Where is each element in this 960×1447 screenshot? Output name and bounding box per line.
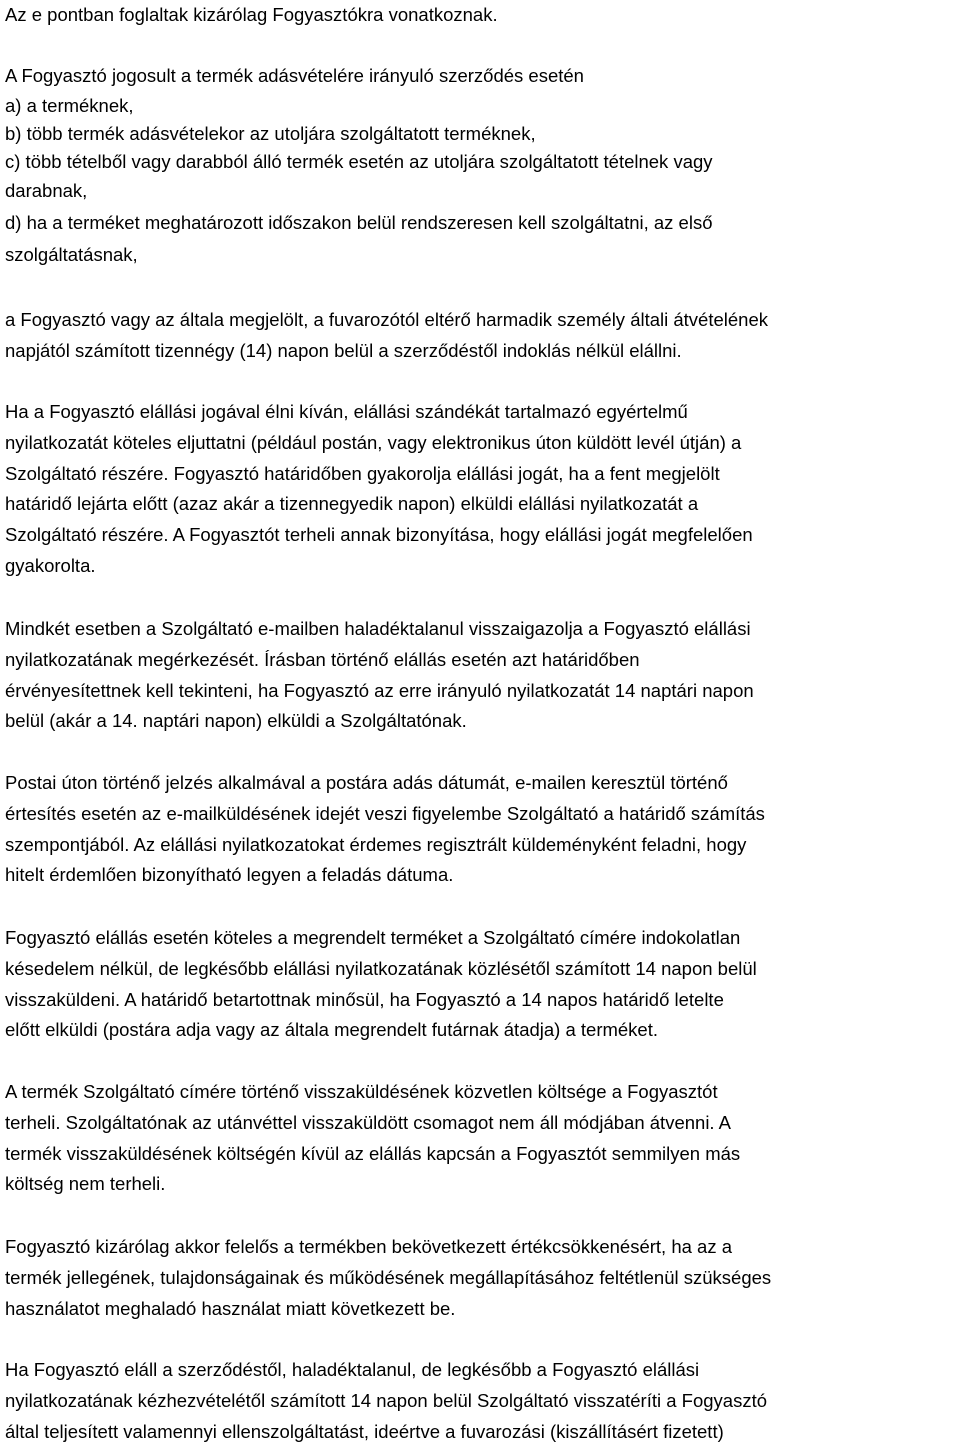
paragraph-line: szempontjából. Az elállási nyilatkozatokat érdemes regisztrált küldeményként feladni, hogy — [5, 833, 747, 855]
intro-line: c) több tételből vagy darabból álló termék esetén az utoljára szolgáltatott tételnek vagy — [5, 150, 713, 172]
paragraph-line: értesítés esetén az e-mailküldésének idejét veszi figyelembe Szolgáltató a határidő számítás — [5, 802, 765, 824]
paragraph-line: nyilatkozatát köteles eljuttatni (például postán, vagy elektronikus úton küldött levél útján) a — [5, 431, 742, 453]
paragraph-line: Fogyasztó kizárólag akkor felelős a termékben bekövetkezett értékcsökkenésért, ha az a — [5, 1236, 733, 1257]
paragraph-line: határidő lejárta előtt (azaz akár a tizennegyedik napon) elküldi elállási nyilatkozatát a — [5, 493, 699, 515]
paragraph — [5, 614, 754, 737]
paragraph — [5, 1077, 740, 1200]
intro-line: darabnak, — [5, 179, 88, 201]
paragraph-line: gyakorolta. — [5, 554, 96, 576]
paragraph-line: Postai úton történő jelzés alkalmával a postára adás dátumát, e-mailen keresztül történő — [5, 772, 728, 793]
paragraph-line: nyilatkozatának megérkezését. Írásban történő elállás esetén azt határidőben — [5, 648, 640, 670]
intro-line: b) több termék adásvételekor az utoljára szolgáltatott terméknek, — [5, 122, 536, 144]
paragraph-line: napjától számított tizennégy (14) napon belül a szerződéstől indoklás nélkül elállni. — [5, 339, 682, 361]
intro-line: szolgáltatásnak, — [5, 243, 138, 265]
intro-line: Az e pontban foglaltak kizárólag Fogyasztókra vonatkoznak. — [5, 4, 498, 25]
intro-line: a) a terméknek, — [5, 94, 134, 116]
paragraph-line: Fogyasztó elállás esetén köteles a megrendelt terméket a Szolgáltató címére indokolatlan — [5, 927, 741, 948]
paragraph-line: Szolgáltató részére. A Fogyasztót terheli annak bizonyítása, hogy elállási jogát megfelelően — [5, 524, 753, 546]
paragraph-line: használatot meghaladó használat miatt következett be. — [5, 1297, 456, 1319]
paragraph-line: érvényesítettnek kell tekinteni, ha Fogyasztó az erre irányuló nyilatkozatát 14 naptári napon — [5, 679, 754, 701]
paragraph-line: termék visszaküldésének költségén kívül az elállás kapcsán a Fogyasztót semmilyen más — [5, 1142, 741, 1164]
paragraph — [5, 305, 768, 367]
paragraph-line: visszaküldeni. A határidő betartottnak minősül, ha Fogyasztó a 14 napos határidő letelte — [5, 988, 724, 1010]
paragraph-line: hitelt érdemlően bizonyítható legyen a feladás dátuma. — [5, 864, 454, 886]
intro-line: d) ha a terméket meghatározott időszakon belül rendszeresen kell szolgáltatni, az első — [5, 211, 713, 233]
paragraph — [5, 768, 765, 891]
paragraph-line: terheli. Szolgáltatónak az utánvéttel visszaküldött csomagot nem áll módjában átvenni. A — [5, 1111, 732, 1133]
paragraph-line: előtt elküldi (postára adja vagy az általa megrendelt futárnak átadja) a terméket. — [5, 1019, 659, 1041]
paragraph — [5, 397, 753, 582]
paragraph-line: termék jellegének, tulajdonságainak és működésének megállapításához feltétlenül szükséges — [5, 1266, 772, 1288]
paragraph-line: A termék Szolgáltató címére történő visszaküldésének közvetlen költsége a Fogyasztót — [5, 1081, 718, 1102]
paragraph — [5, 923, 757, 1046]
paragraph-line: nyilatkozatának kézhezvételétől számított 14 napon belül Szolgáltató visszatéríti a Fogyasztó — [5, 1389, 768, 1411]
paragraph-line: Ha a Fogyasztó elállási jogával élni kíván, elállási szándékát tartalmazó egyértelmű — [5, 401, 688, 422]
paragraph-line: belül (akár a 14. naptári napon) elküldi a Szolgáltatónak. — [5, 710, 467, 732]
paragraph — [5, 1355, 767, 1447]
intro-block — [5, 0, 713, 270]
paragraph-line: Ha Fogyasztó eláll a szerződéstől, haladéktalanul, de legkésőbb a Fogyasztó elállási — [5, 1359, 700, 1380]
paragraph-line: által teljesített valamennyi ellenszolgáltatást, ideértve a fuvarozási (kiszállításért fizetett) — [5, 1420, 724, 1442]
paragraph-line: késedelem nélkül, de legkésőbb elállási nyilatkozatának közlésétől számított 14 napon belül — [5, 957, 757, 979]
paragraph-line: Mindkét esetben a Szolgáltató e-mailben haladéktalanul visszaigazolja a Fogyasztó elállási — [5, 618, 751, 639]
paragraph-line: költség nem terheli. — [5, 1173, 166, 1195]
paragraph-line: Szolgáltató részére. Fogyasztó határidőben gyakorolja elállási jogát, ha a fent megjelölt — [5, 462, 720, 484]
intro-line: A Fogyasztó jogosult a termék adásvételére irányuló szerződés esetén — [5, 64, 584, 86]
paragraph — [5, 1232, 771, 1324]
paragraph-line: a Fogyasztó vagy az általa megjelölt, a fuvarozótól eltérő harmadik személy általi átvételének — [5, 309, 768, 330]
